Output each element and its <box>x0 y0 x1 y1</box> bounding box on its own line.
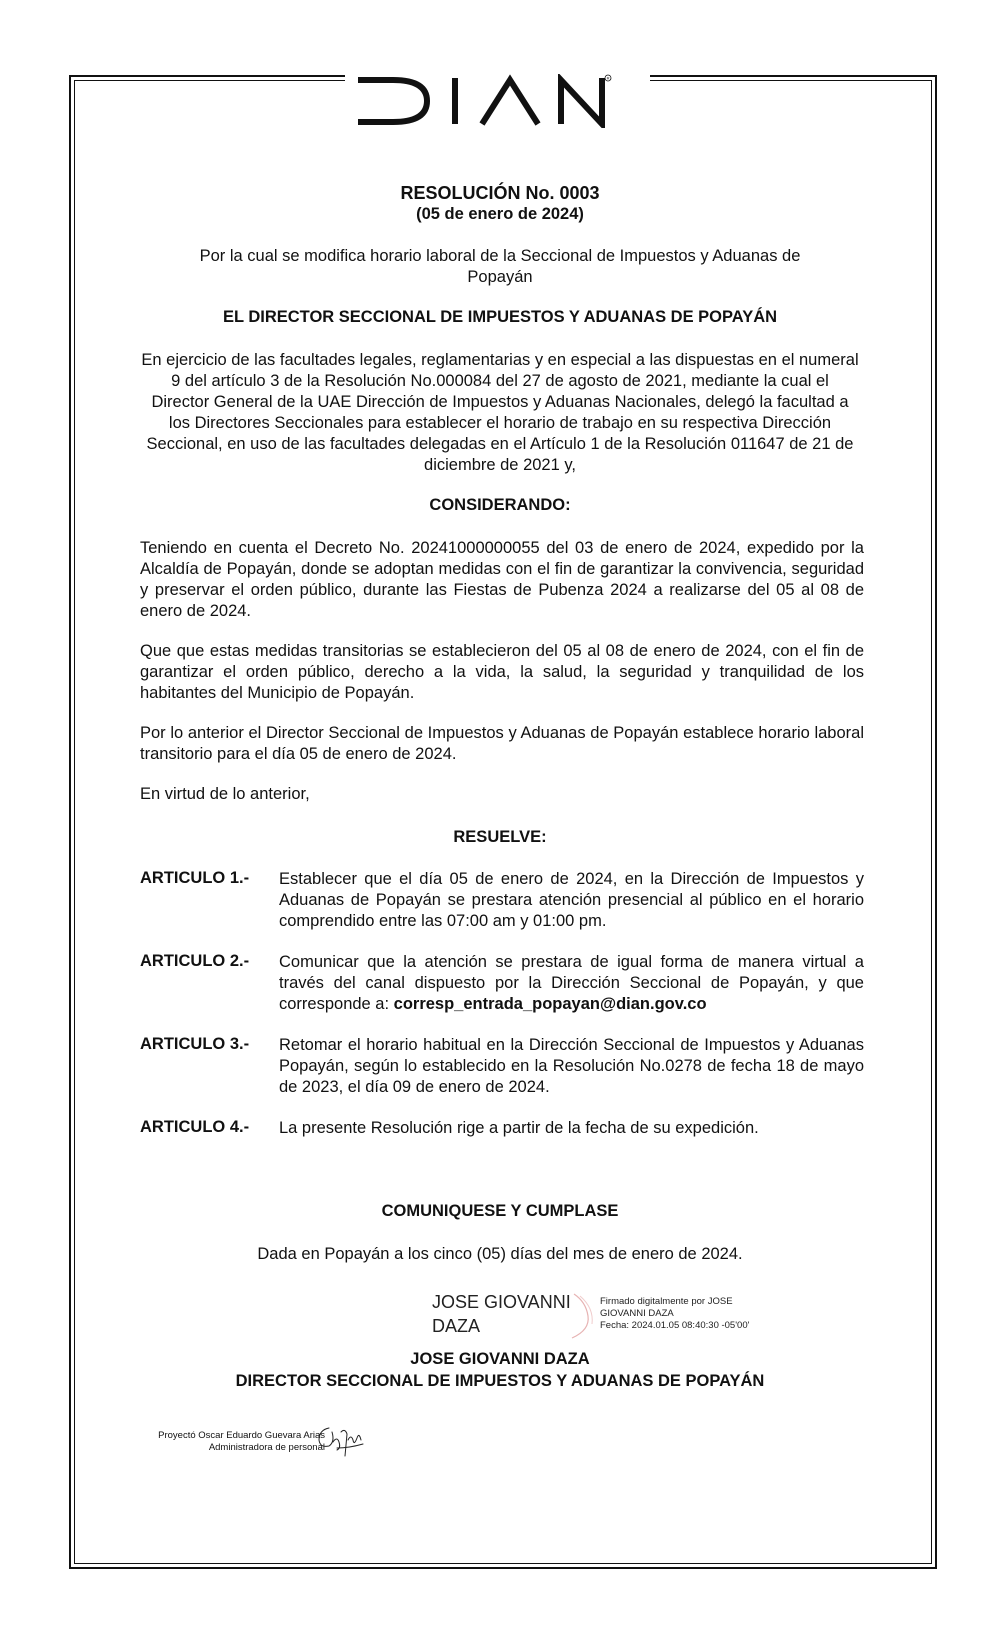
article-text: Establecer que el día 05 de enero de 2024, en la Dirección de Impuestos y Aduanas de Popayán se prestara atención presencial al público en el horario comprendido entre las 07:00 am y 01:00 pm. <box>279 870 864 930</box>
digital-signature-note-line: Firmado digitalmente por JOSE <box>600 1296 733 1307</box>
digital-signature-note <box>600 1296 790 1332</box>
resolution-title: RESOLUCIÓN No. 0003 <box>400 183 600 203</box>
place-date-line: Dada en Popayán a los cinco (05) días del mes de enero de 2024. <box>257 1245 743 1263</box>
resolution-date: (05 de enero de 2024) <box>416 205 584 223</box>
resuelve-heading: RESUELVE: <box>453 828 547 846</box>
prepared-by-line: Administradora de personal <box>208 1442 325 1453</box>
considerando-paragraph: Teniendo en cuenta el Decreto No. 20241000000055 del 03 de enero de 2024, expedido por la Alcaldía de Popayán, donde se adoptan medidas con el fin de garantizar la convivencia, seguridad y preservar el orden público, durante las Fiestas de Pubenza 2024 a realizarse del 05 al 08 de enero de 2024. <box>140 539 864 620</box>
email-address: corresp_entrada_popayan@dian.gov.co <box>393 995 707 1013</box>
digital-signature-name-line: JOSE GIOVANNI <box>432 1292 571 1312</box>
article-label: ARTICULO 4.- <box>140 1118 250 1136</box>
article-label: ARTICULO 2.- <box>140 952 250 970</box>
article-label: ARTICULO 3.- <box>140 1035 250 1053</box>
considerando-paragraph: Por lo anterior el Director Seccional de Impuestos y Aduanas de Popayán establece horario laboral transitorio para el día 05 de enero de 2024. <box>140 724 864 763</box>
digital-signature-name-line: DAZA <box>432 1316 481 1336</box>
article-label: ARTICULO 1.- <box>140 869 250 887</box>
article-text-body: Comunicar que la atención se prestara de igual forma de manera virtual a través del canal dispuesto por la Dirección Seccional de Popayán, y que corresponde a: <box>279 953 864 1013</box>
prepared-by-note <box>120 1430 325 1454</box>
signer-title: DIRECTOR SECCIONAL DE IMPUESTOS Y ADUANAS DE POPAYÁN <box>235 1372 765 1390</box>
considerando-paragraph: En virtud de lo anterior, <box>140 785 310 803</box>
digital-signature-note-line: Fecha: 2024.01.05 08:40:30 -05'00' <box>600 1320 750 1331</box>
page-border-inner <box>74 80 932 1564</box>
article-text: Retomar el horario habitual en la Dirección Seccional de Impuestos y Aduanas Popayán, según lo establecido en la Resolución No.0278 de fecha 18 de mayo de 2023, el día 09 de enero de 2024. <box>279 1036 864 1096</box>
prepared-by-line: Proyectó Oscar Eduardo Guevara Arias <box>158 1430 325 1441</box>
considerando-heading: CONSIDERANDO: <box>429 496 571 514</box>
resolution-purpose: Por la cual se modifica horario laboral de la Seccional de Impuestos y Aduanas de Popayán <box>199 247 801 286</box>
svg-text:R: R <box>606 75 610 81</box>
digital-signature-note-line: GIOVANNI DAZA <box>600 1308 674 1319</box>
considerando-paragraph: Que que estas medidas transitorias se establecieron del 05 al 08 de enero de 2024, con el fin de garantizar el orden público, derecho a la vida, la salud, la seguridad y tranquilidad de los habitantes del Municipio de Popayán. <box>140 642 864 702</box>
handwritten-initials <box>315 1418 370 1460</box>
article-text: La presente Resolución rige a partir de la fecha de su expedición. <box>279 1119 759 1137</box>
intro-paragraph: En ejercicio de las facultades legales, reglamentarias y en especial a las dispuestas en el numeral 9 del artículo 3 de la Resolución No.000084 del 27 de agosto de 2021, mediante la cual el Director General de la UAE Dirección de Impuestos y Aduanas Nacionales, delegó la facultad a los Directores Seccionales para establecer el horario de trabajo en su respectiva Dirección Seccional, en uso de las facultades delegadas en el Artículo 1 de la Resolución 011647 de 21 de diciembre de 2021 y, <box>141 351 859 474</box>
dian-logo <box>355 74 645 128</box>
signer-name: JOSE GIOVANNI DAZA <box>410 1350 590 1368</box>
authority-heading: EL DIRECTOR SECCIONAL DE IMPUESTOS Y ADUANAS DE POPAYÁN <box>222 308 778 326</box>
article-text <box>279 952 864 1015</box>
comuniquese-heading: COMUNIQUESE Y CUMPLASE <box>381 1202 619 1220</box>
